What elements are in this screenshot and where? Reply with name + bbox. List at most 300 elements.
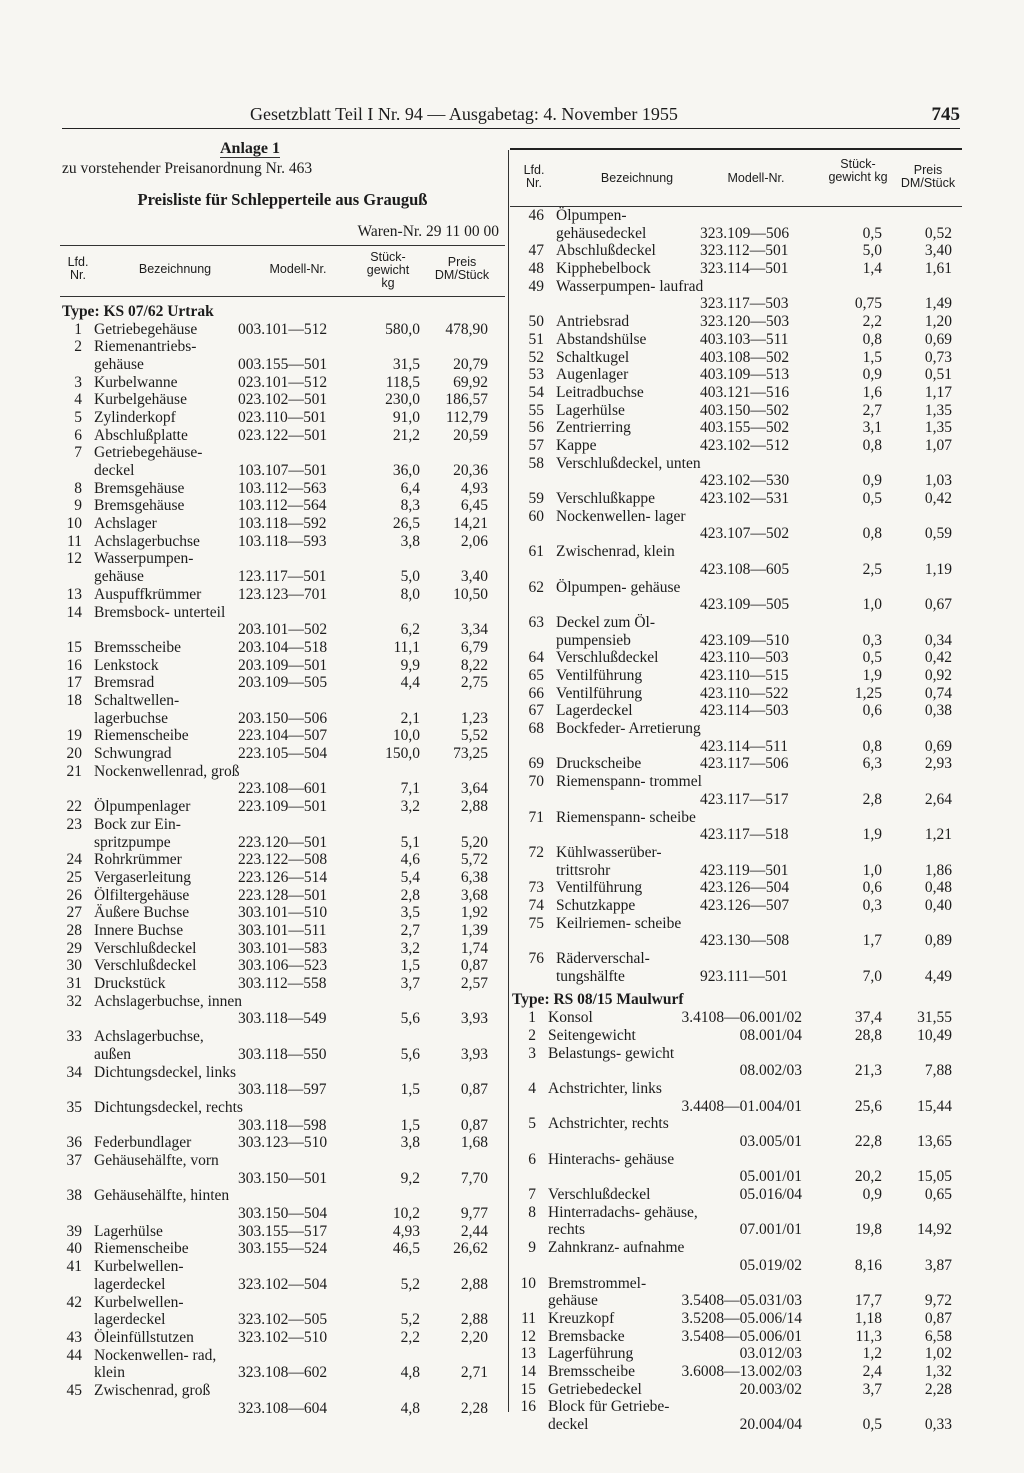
table-row <box>60 586 505 604</box>
table-row <box>510 1115 962 1150</box>
part-name: Bock zur Ein- spritzpumpe <box>94 815 181 851</box>
unit-price: 3,93 <box>460 1045 488 1063</box>
row-number: 10 <box>66 515 82 533</box>
table-row <box>60 1099 505 1134</box>
model-number: 303.101—511 <box>238 922 327 939</box>
model-number: 423.110—515 <box>700 666 789 684</box>
part-name: Wasserpumpen- laufrad <box>556 277 704 295</box>
part-name: Bockfeder- Arretierung <box>556 720 701 738</box>
rows-maulwurf <box>510 1009 962 1434</box>
row-number: 14 <box>66 603 82 621</box>
row-number: 25 <box>66 868 82 886</box>
col-lfd: Lfd. Nr. <box>67 254 89 282</box>
table-row <box>510 455 962 490</box>
model-number: 08.001/04 <box>739 1026 802 1044</box>
table-row <box>60 1064 505 1099</box>
row-number: 23 <box>66 815 82 833</box>
unit-weight: 5,2 <box>400 1311 420 1329</box>
part-name: Riemenscheibe <box>94 1240 189 1258</box>
table-row <box>60 816 505 851</box>
row-number: 46 <box>528 207 544 224</box>
unit-price: 5,52 <box>460 727 488 745</box>
unit-price: 15,05 <box>917 1168 952 1186</box>
unit-price: 0,92 <box>924 666 952 684</box>
table-row <box>60 533 505 551</box>
part-name: Nockenwellen- rad, klein <box>94 1346 217 1382</box>
model-number: 303.118—550 <box>238 1045 327 1063</box>
unit-price: 0,65 <box>924 1186 952 1204</box>
model-number: 423.108—605 <box>700 560 790 578</box>
part-name: Druckstück <box>94 975 166 993</box>
unit-weight: 2,8 <box>400 886 420 904</box>
model-number: 03.005/01 <box>739 1133 802 1150</box>
unit-price: 1,74 <box>460 939 488 957</box>
model-number: 3.6008—13.002/03 <box>681 1363 802 1381</box>
table-row <box>60 727 505 745</box>
table-row <box>60 321 505 339</box>
part-name: Achslagerbuchse, außen <box>94 1028 204 1063</box>
model-number: 323.120—503 <box>700 313 790 331</box>
model-number: 323.114—501 <box>700 260 789 278</box>
row-number: 6 <box>74 426 82 444</box>
unit-price: 1,23 <box>460 709 488 727</box>
row-number: 27 <box>66 904 82 922</box>
unit-weight: 11,1 <box>393 638 420 656</box>
unit-price: 5,72 <box>460 851 488 869</box>
row-number: 60 <box>528 507 544 525</box>
unit-price: 14,92 <box>917 1221 952 1239</box>
unit-price: 2,75 <box>460 674 488 692</box>
row-number: 19 <box>66 727 82 745</box>
left-column <box>60 140 505 1417</box>
table-row <box>60 993 505 1028</box>
row-number: 8 <box>74 479 82 497</box>
row-number: 4 <box>528 1079 536 1097</box>
column-divider <box>508 150 509 1412</box>
row-number: 7 <box>528 1186 536 1204</box>
table-row <box>60 497 505 515</box>
model-number: 223.122—508 <box>238 851 328 869</box>
part-name: Getriebedeckel <box>548 1380 642 1398</box>
table-row <box>510 879 962 897</box>
row-number: 74 <box>528 896 544 914</box>
row-number: 73 <box>528 879 544 897</box>
right-column <box>510 148 962 1434</box>
table-row <box>510 1239 962 1274</box>
row-number: 54 <box>528 383 544 401</box>
unit-price: 4,93 <box>460 479 488 497</box>
model-number: 303.101—510 <box>238 904 328 922</box>
model-number: 303.155—524 <box>238 1240 328 1258</box>
model-number: 103.112—563 <box>238 479 327 497</box>
part-name: Federbundlager <box>94 1134 192 1152</box>
unit-weight: 0,8 <box>862 737 882 755</box>
part-name: Verschlußkappe <box>556 490 655 508</box>
unit-price: 6,58 <box>924 1327 952 1345</box>
table-row <box>60 798 505 816</box>
row-number: 67 <box>528 702 544 720</box>
unit-weight: 5,2 <box>400 1275 420 1293</box>
row-number: 31 <box>66 975 82 993</box>
unit-price: 0,69 <box>924 330 952 348</box>
part-name: Kreuzkopf <box>548 1309 615 1327</box>
model-number: 223.128—501 <box>238 886 328 904</box>
unit-price: 8,22 <box>460 656 488 674</box>
unit-weight: 1,9 <box>862 826 882 844</box>
unit-weight: 230,0 <box>385 391 420 409</box>
col-gewicht: Stück-gewicht kg <box>366 249 410 290</box>
row-number: 68 <box>528 720 544 738</box>
row-number: 34 <box>66 1063 82 1081</box>
unit-price: 2,44 <box>460 1222 488 1240</box>
unit-weight: 1,5 <box>862 348 882 366</box>
unit-price: 14,21 <box>453 515 488 533</box>
unit-price: 5,20 <box>460 833 488 851</box>
part-name: Gehäusehälfte, vorn <box>94 1152 219 1169</box>
unit-weight: 20,2 <box>854 1168 882 1186</box>
row-number: 65 <box>528 666 544 684</box>
part-name: Abschlußdeckel <box>556 242 656 260</box>
row-number: 35 <box>66 1098 82 1116</box>
unit-weight: 1,2 <box>862 1345 882 1363</box>
unit-weight: 7,1 <box>400 780 420 798</box>
table-row <box>510 543 962 578</box>
unit-price: 1,03 <box>924 472 952 490</box>
table-row <box>60 1329 505 1347</box>
part-name: Ölpumpenlager <box>94 798 191 816</box>
row-number: 9 <box>528 1239 536 1257</box>
part-name: Ölpumpen- gehäuse <box>556 578 681 596</box>
model-number: 303.112—558 <box>238 975 327 993</box>
unit-price: 6,79 <box>460 638 488 656</box>
model-number: 20.004/04 <box>739 1416 802 1434</box>
table-row <box>60 1382 505 1417</box>
table-row <box>510 809 962 844</box>
unit-weight: 4,8 <box>400 1364 420 1382</box>
unit-price: 10,49 <box>917 1026 952 1044</box>
unit-weight: 26,5 <box>392 515 420 533</box>
model-number: 203.109—505 <box>238 674 328 692</box>
unit-price: 2,06 <box>460 532 488 550</box>
unit-price: 1,86 <box>924 861 952 879</box>
row-number: 9 <box>74 497 82 515</box>
unit-price: 1,35 <box>924 401 952 419</box>
row-number: 58 <box>528 454 544 472</box>
unit-weight: 1,9 <box>862 666 882 684</box>
part-name: Bremsscheibe <box>94 638 181 656</box>
unit-price: 0,38 <box>924 702 952 720</box>
unit-weight: 31,5 <box>392 355 420 373</box>
table-row <box>60 1240 505 1258</box>
part-name: Lenkstock <box>94 656 159 674</box>
model-number: 223.105—504 <box>238 745 328 763</box>
table-row <box>510 437 962 455</box>
row-number: 1 <box>528 1009 536 1027</box>
unit-weight: 21,3 <box>854 1062 882 1080</box>
part-name: Zahnkranz- aufnahme <box>548 1239 685 1257</box>
unit-weight: 2,8 <box>862 790 882 808</box>
table-row <box>510 490 962 508</box>
row-number: 33 <box>66 1028 82 1046</box>
part-name: Ventilführung <box>556 666 643 684</box>
part-name: Auspuffkrümmer <box>94 585 202 603</box>
unit-price: 15,44 <box>917 1097 952 1115</box>
row-number: 47 <box>528 242 544 260</box>
table-row <box>60 957 505 975</box>
table-row <box>510 667 962 685</box>
model-number: 03.012/03 <box>739 1345 802 1363</box>
model-number: 323.102—504 <box>238 1275 328 1293</box>
unit-weight: 0,9 <box>862 366 882 384</box>
unit-weight: 3,2 <box>400 939 420 957</box>
model-number: 423.102—531 <box>700 490 790 508</box>
unit-price: 6,45 <box>460 497 488 515</box>
part-name: Augenlager <box>556 366 629 384</box>
table-row <box>60 657 505 675</box>
row-number: 49 <box>528 277 544 295</box>
part-name: Verschlußdeckel <box>94 939 197 957</box>
model-number: 423.126—507 <box>700 896 790 914</box>
unit-price: 1,61 <box>924 260 952 278</box>
unit-weight: 580,0 <box>385 320 420 338</box>
model-number: 403.155—502 <box>700 419 790 437</box>
table-row <box>60 887 505 905</box>
model-number: 223.104—507 <box>238 727 328 745</box>
unit-price: 0,74 <box>924 684 952 702</box>
part-name: Leitradbuchse <box>556 383 644 401</box>
row-number: 1 <box>74 320 82 338</box>
model-number: 403.150—502 <box>700 401 790 419</box>
unit-price: 0,89 <box>924 932 952 950</box>
unit-weight: 0,8 <box>862 330 882 348</box>
model-number: 423.107—502 <box>700 525 790 543</box>
model-number: 923.111—501 <box>700 967 788 985</box>
row-number: 3 <box>74 373 82 391</box>
unit-price: 1,19 <box>924 560 952 578</box>
unit-weight: 2,2 <box>400 1328 420 1346</box>
model-number: 423.109—505 <box>700 596 790 614</box>
model-number: 403.109—513 <box>700 366 790 384</box>
model-number: 203.150—506 <box>238 709 328 727</box>
unit-price: 0,69 <box>924 737 952 755</box>
row-number: 71 <box>528 808 544 826</box>
row-number: 45 <box>66 1382 82 1400</box>
unit-weight: 0,9 <box>862 472 882 490</box>
row-number: 72 <box>528 843 544 861</box>
unit-weight: 3,5 <box>400 904 420 922</box>
unit-price: 9,77 <box>460 1205 488 1223</box>
table-row <box>60 480 505 498</box>
unit-price: 0,48 <box>924 879 952 897</box>
part-name: Bremsgehäuse <box>94 497 185 515</box>
table-row <box>60 975 505 993</box>
unit-weight: 91,0 <box>392 408 420 426</box>
part-name: Zwischenrad, klein <box>556 543 675 561</box>
unit-weight: 0,3 <box>862 631 882 649</box>
table-row <box>510 349 962 367</box>
row-number: 15 <box>66 638 82 656</box>
unit-weight: 3,8 <box>400 532 420 550</box>
row-number: 37 <box>66 1152 82 1169</box>
unit-price: 1,49 <box>924 295 952 313</box>
unit-weight: 2,1 <box>400 709 420 727</box>
part-name: Zylinderkopf <box>94 408 176 426</box>
part-name: Ölpumpen- gehäusedeckel <box>556 207 647 242</box>
part-name: Bremsbock- unterteil <box>94 603 226 621</box>
unit-price: 186,57 <box>445 391 488 409</box>
unit-weight: 1,4 <box>862 260 882 278</box>
unit-weight: 0,9 <box>862 1186 882 1204</box>
part-name: Achslagerbuchse, innen <box>94 992 243 1010</box>
row-number: 70 <box>528 773 544 791</box>
table-row <box>510 1204 962 1239</box>
unit-price: 1,07 <box>924 436 952 454</box>
model-number: 303.150—504 <box>238 1205 328 1223</box>
model-number: 403.121—516 <box>700 383 790 401</box>
model-number: 303.118—549 <box>238 1010 327 1028</box>
unit-price: 1,35 <box>924 419 952 437</box>
model-number: 323.102—505 <box>238 1311 328 1329</box>
unit-weight: 17,7 <box>854 1292 882 1310</box>
table-header-left <box>60 245 505 297</box>
unit-weight: 5,6 <box>400 1010 420 1028</box>
unit-weight: 1,25 <box>854 684 882 702</box>
model-number: 08.002/03 <box>739 1062 802 1080</box>
model-number: 423.117—506 <box>700 755 789 773</box>
model-number: 303.150—501 <box>238 1169 328 1187</box>
model-number: 023.122—501 <box>238 426 328 444</box>
table-row <box>510 1328 962 1346</box>
unit-weight: 7,0 <box>862 967 882 985</box>
unit-price: 69,92 <box>453 373 488 391</box>
table-row <box>510 207 962 242</box>
table-row <box>510 384 962 402</box>
table-row <box>510 1310 962 1328</box>
table-row <box>510 1080 962 1115</box>
unit-price: 2,64 <box>924 790 952 808</box>
unit-weight: 37,4 <box>854 1009 882 1027</box>
part-name: Nockenwellenrad, groß <box>94 762 240 780</box>
row-number: 12 <box>520 1327 536 1345</box>
table-row <box>510 402 962 420</box>
row-number: 52 <box>528 348 544 366</box>
part-name: Verschlußdeckel, unten <box>556 454 701 472</box>
unit-weight: 8,3 <box>400 497 420 515</box>
table-row <box>510 1363 962 1381</box>
model-number: 423.126—504 <box>700 879 790 897</box>
part-name: Ölfiltergehäuse <box>94 886 190 904</box>
col-modell: Modell-Nr. <box>727 171 785 185</box>
table-row <box>510 1398 962 1433</box>
unit-weight: 4,4 <box>400 674 420 692</box>
row-number: 8 <box>528 1203 536 1221</box>
table-row <box>510 649 962 667</box>
model-number: 05.019/02 <box>739 1256 802 1274</box>
table-row <box>60 515 505 533</box>
row-number: 66 <box>528 684 544 702</box>
unit-weight: 118,5 <box>385 373 420 391</box>
part-name: Abschlußplatte <box>94 426 188 444</box>
model-number: 303.118—598 <box>238 1116 327 1134</box>
unit-weight: 3,1 <box>862 419 882 437</box>
part-name: Vergaserleitung <box>94 868 191 886</box>
model-number: 003.155—501 <box>238 355 328 373</box>
model-number: 303.106—523 <box>238 957 328 975</box>
unit-price: 0,59 <box>924 525 952 543</box>
table-row <box>510 702 962 720</box>
row-number: 41 <box>66 1258 82 1276</box>
table-row <box>510 915 962 950</box>
table-row <box>60 1028 505 1063</box>
unit-price: 13,65 <box>917 1133 952 1150</box>
waren-number: Waren-Nr. 29 11 00 00 <box>357 223 499 241</box>
part-name: Kurbelwellen- lagerdeckel <box>94 1293 184 1329</box>
row-number: 38 <box>66 1187 82 1205</box>
row-number: 42 <box>66 1293 82 1311</box>
unit-price: 7,88 <box>924 1062 952 1080</box>
table-row <box>60 639 505 657</box>
table-row <box>60 851 505 869</box>
col-modell: Modell-Nr. <box>269 261 327 276</box>
unit-price: 2,57 <box>460 975 488 993</box>
row-number: 15 <box>520 1380 536 1398</box>
part-name: Druckscheibe <box>556 755 642 773</box>
part-name: Innere Buchse <box>94 922 184 939</box>
part-name: Lagerhülse <box>94 1222 163 1240</box>
model-number: 323.117—503 <box>700 295 789 313</box>
part-name: Bremsrad <box>94 674 155 692</box>
unit-weight: 0,8 <box>862 525 882 543</box>
unit-price: 0,87 <box>460 1081 488 1099</box>
model-number: 423.117—517 <box>700 790 789 808</box>
unit-weight: 25,6 <box>854 1097 882 1115</box>
row-number: 5 <box>528 1115 536 1133</box>
table-row <box>510 950 962 985</box>
unit-price: 1,92 <box>460 904 488 922</box>
page-number: 745 <box>931 104 960 125</box>
row-number: 26 <box>66 886 82 904</box>
model-number: 323.112—501 <box>700 242 789 260</box>
header-title: Gesetzblatt Teil I Nr. 94 — Ausgabetag: 4. November 1955 <box>250 104 678 124</box>
model-number: 323.102—510 <box>238 1328 328 1346</box>
unit-price: 2,20 <box>460 1328 488 1346</box>
unit-weight: 5,1 <box>400 833 420 851</box>
unit-price: 1,20 <box>924 313 952 331</box>
unit-price: 0,33 <box>924 1416 952 1434</box>
row-number: 57 <box>528 436 544 454</box>
row-number: 76 <box>528 950 544 968</box>
part-name: Achstrichter, rechts <box>548 1115 669 1133</box>
unit-weight: 4,93 <box>392 1222 420 1240</box>
table-row <box>60 338 505 373</box>
unit-price: 0,34 <box>924 631 952 649</box>
table-row <box>60 427 505 445</box>
part-name: Abstandshülse <box>556 330 647 348</box>
part-name: Getriebegehäuse <box>94 320 198 338</box>
unit-weight: 21,2 <box>392 426 420 444</box>
unit-price: 0,51 <box>924 366 952 384</box>
unit-price: 31,55 <box>917 1009 952 1027</box>
row-number: 36 <box>66 1134 82 1152</box>
unit-weight: 2,7 <box>400 922 420 939</box>
model-number: 303.155—517 <box>238 1222 328 1240</box>
unit-weight: 3,7 <box>400 975 420 993</box>
table-row <box>510 242 962 260</box>
model-number: 103.118—593 <box>238 532 327 550</box>
row-number: 64 <box>528 649 544 667</box>
unit-weight: 22,8 <box>854 1133 882 1150</box>
model-number: 423.130—508 <box>700 932 790 950</box>
